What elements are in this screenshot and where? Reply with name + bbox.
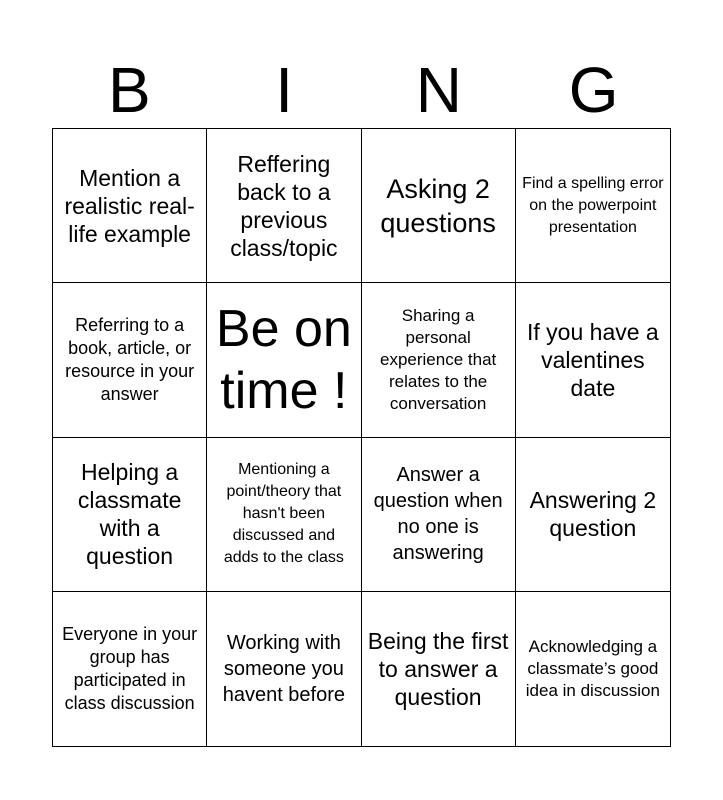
bingo-grid — [52, 128, 671, 747]
cell-text: Mentioning a point/theory that hasn't been discussed and adds to the class — [223, 461, 344, 567]
bingo-cell[interactable] — [53, 129, 207, 283]
bingo-cell[interactable] — [53, 438, 207, 592]
bingo-cell[interactable] — [362, 283, 516, 437]
header-letter-n: N — [415, 54, 462, 126]
cell-text: Helping a classmate with a question — [77, 459, 182, 570]
bingo-cell[interactable] — [516, 283, 670, 437]
bingo-cell[interactable] — [53, 283, 207, 437]
bingo-cell[interactable] — [53, 592, 207, 746]
bingo-cell[interactable] — [516, 592, 670, 746]
bingo-cell[interactable] — [516, 129, 670, 283]
header-letter-b: B — [108, 54, 151, 126]
bingo-header — [52, 52, 671, 128]
cell-text: Sharing a personal experience that relates to the conversation — [380, 305, 497, 413]
cell-text: Mention a realistic real-life example — [64, 164, 195, 247]
bingo-cell[interactable] — [207, 438, 361, 592]
cell-text: Find a spelling error on the powerpoint presentation — [522, 174, 664, 236]
cell-text: Everyone in your group has participated in class discussion — [62, 623, 198, 713]
cell-text: Be on time ! — [215, 299, 352, 420]
cell-text: If you have a valentines date — [527, 318, 659, 401]
cell-text: Being the first to answer a question — [367, 627, 509, 710]
cell-text: Answering 2 question — [529, 487, 657, 542]
cell-text: Answer a question when no one is answering — [373, 464, 503, 565]
bingo-cell[interactable] — [207, 129, 361, 283]
header-letter-i: I — [275, 54, 294, 126]
bingo-cell[interactable] — [362, 592, 516, 746]
cell-text: Working with someone you havent before — [222, 631, 346, 706]
bingo-cell[interactable] — [516, 438, 670, 592]
bingo-cell[interactable] — [362, 438, 516, 592]
bingo-cell[interactable] — [362, 129, 516, 283]
bingo-cell[interactable] — [207, 592, 361, 746]
cell-text: Acknowledging a classmate’s good idea in discussion — [525, 636, 660, 700]
header-letter-g: G — [568, 54, 619, 126]
cell-text: Referring to a book, article, or resource in your answer — [65, 314, 195, 404]
cell-text: Asking 2 questions — [380, 173, 496, 238]
bingo-cell-free[interactable] — [207, 283, 361, 437]
cell-text: Reffering back to a previous class/topic — [230, 150, 338, 261]
